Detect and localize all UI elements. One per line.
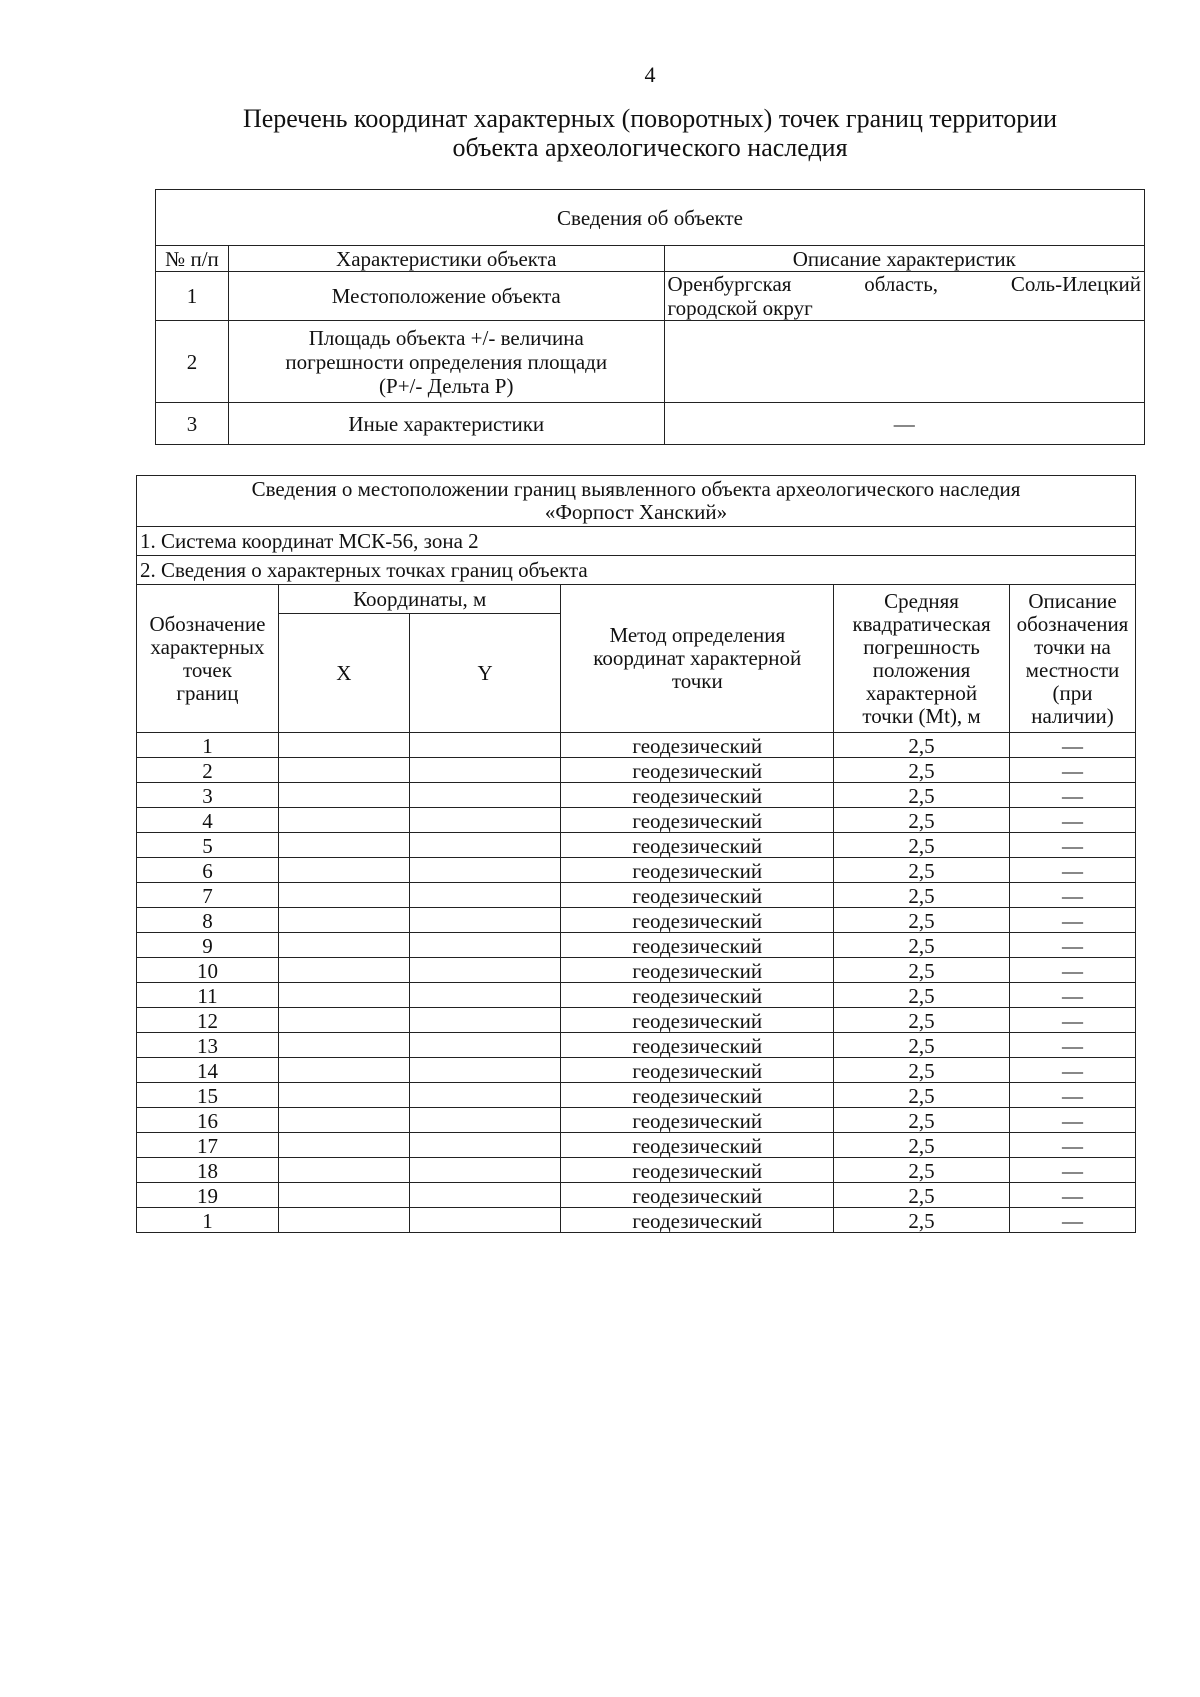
method: геодезический xyxy=(561,783,834,808)
coord-x xyxy=(278,1058,409,1083)
location-description: — xyxy=(1009,833,1135,858)
coord-y xyxy=(409,1058,561,1083)
column-header-point xyxy=(137,585,279,733)
location-description: — xyxy=(1009,1033,1135,1058)
document-title-line-2: объекта археологического наследия xyxy=(452,133,848,162)
characteristic-line-2: погрешности определения площади xyxy=(285,349,608,374)
location-description: — xyxy=(1009,983,1135,1008)
method: геодезический xyxy=(561,1083,834,1108)
coord-y xyxy=(409,758,561,783)
error: 2,5 xyxy=(834,833,1010,858)
coord-y xyxy=(409,1158,561,1183)
method: геодезический xyxy=(561,733,834,758)
location-description: — xyxy=(1009,808,1135,833)
coord-y xyxy=(409,833,561,858)
boundary-point-row xyxy=(137,808,1136,833)
coord-x xyxy=(278,958,409,983)
header-line: координат характерной xyxy=(593,646,802,670)
coord-x xyxy=(278,1183,409,1208)
column-header-method xyxy=(561,585,834,733)
point-id: 11 xyxy=(137,983,279,1008)
location-description: — xyxy=(1009,958,1135,983)
header-line: характерных xyxy=(150,634,265,659)
coord-x xyxy=(278,1083,409,1108)
coord-x xyxy=(278,758,409,783)
boundary-point-row xyxy=(137,933,1136,958)
method: геодезический xyxy=(561,1058,834,1083)
row-number: 2 xyxy=(156,321,229,403)
boundary-point-row xyxy=(137,883,1136,908)
method: геодезический xyxy=(561,883,834,908)
coord-y xyxy=(409,983,561,1008)
coord-y xyxy=(409,958,561,983)
point-id: 8 xyxy=(137,908,279,933)
location-description: — xyxy=(1009,908,1135,933)
boundary-point-row xyxy=(137,783,1136,808)
point-id: 13 xyxy=(137,1033,279,1058)
header-line: Средняя xyxy=(884,588,959,613)
point-id: 1 xyxy=(137,1208,279,1233)
object-info-header: Сведения об объекте xyxy=(156,190,1145,246)
coord-x xyxy=(278,1133,409,1158)
error: 2,5 xyxy=(834,1158,1010,1183)
coordinate-system: 1. Система координат МСК-56, зона 2 xyxy=(137,527,1136,556)
header-line: наличии) xyxy=(1031,703,1114,728)
coord-x xyxy=(278,908,409,933)
page-number: 4 xyxy=(644,62,656,87)
coord-y xyxy=(409,1083,561,1108)
error: 2,5 xyxy=(834,1183,1010,1208)
error: 2,5 xyxy=(834,858,1010,883)
description-line-2: городской округ xyxy=(667,296,813,320)
coord-y xyxy=(409,1183,561,1208)
error: 2,5 xyxy=(834,908,1010,933)
header-line: точек xyxy=(182,657,232,682)
header-line: точки (Mt), м xyxy=(862,703,981,728)
boundary-point-row xyxy=(137,1108,1136,1133)
coord-x xyxy=(278,1208,409,1233)
error: 2,5 xyxy=(834,758,1010,783)
method: геодезический xyxy=(561,1033,834,1058)
boundary-info-header-line-2: «Форпост Ханский» xyxy=(544,500,728,524)
header-line: Обозначение xyxy=(149,611,266,636)
header-line: Метод определения xyxy=(609,623,786,647)
coord-y xyxy=(409,1208,561,1233)
column-header-x: X xyxy=(278,614,409,733)
error: 2,5 xyxy=(834,783,1010,808)
location-description: — xyxy=(1009,1133,1135,1158)
boundary-point-row xyxy=(137,733,1136,758)
coord-y xyxy=(409,1033,561,1058)
method: геодезический xyxy=(561,1208,834,1233)
row-number: 3 xyxy=(156,403,229,445)
coord-y xyxy=(409,933,561,958)
boundary-info-header-line-1: Сведения о местоположении границ выявленного объекта археологического наследия xyxy=(251,477,1021,501)
location-description: — xyxy=(1009,1083,1135,1108)
coord-x xyxy=(278,808,409,833)
location-description: — xyxy=(1009,783,1135,808)
coord-x xyxy=(278,783,409,808)
coord-y xyxy=(409,1108,561,1133)
coord-y xyxy=(409,733,561,758)
object-info-row xyxy=(156,403,1145,445)
error: 2,5 xyxy=(834,733,1010,758)
object-info-row xyxy=(156,272,1145,321)
column-header-coordinates: Координаты, м xyxy=(278,585,561,614)
coord-y xyxy=(409,858,561,883)
column-header-number: № п/п xyxy=(156,246,229,272)
boundary-point-row xyxy=(137,958,1136,983)
error: 2,5 xyxy=(834,883,1010,908)
point-id: 4 xyxy=(137,808,279,833)
error: 2,5 xyxy=(834,933,1010,958)
method: геодезический xyxy=(561,1008,834,1033)
point-id: 16 xyxy=(137,1108,279,1133)
method: геодезический xyxy=(561,933,834,958)
location-description: — xyxy=(1009,1158,1135,1183)
column-header-description: Описание характеристик xyxy=(664,246,1144,272)
boundary-point-row xyxy=(137,908,1136,933)
coord-x xyxy=(278,1158,409,1183)
characteristic-line-3: (P+/- Дельта P) xyxy=(379,373,514,398)
column-header-y: Y xyxy=(409,614,561,733)
characteristic-name: Иные характеристики xyxy=(228,403,664,445)
coord-x xyxy=(278,858,409,883)
boundary-point-row xyxy=(137,1208,1136,1233)
location-description: — xyxy=(1009,733,1135,758)
header-line: Описание xyxy=(1028,588,1117,613)
characteristic-description: — xyxy=(664,403,1144,445)
coord-y xyxy=(409,783,561,808)
method: геодезический xyxy=(561,958,834,983)
header-line: положения xyxy=(872,657,971,682)
point-id: 18 xyxy=(137,1158,279,1183)
error: 2,5 xyxy=(834,983,1010,1008)
point-id: 17 xyxy=(137,1133,279,1158)
characteristic-line-1: Площадь объекта +/- величина xyxy=(308,325,584,350)
location-description: — xyxy=(1009,1058,1135,1083)
object-info-row xyxy=(156,321,1145,403)
method: геодезический xyxy=(561,1158,834,1183)
coord-x xyxy=(278,733,409,758)
method: геодезический xyxy=(561,808,834,833)
characteristic-description xyxy=(664,272,1144,321)
location-description: — xyxy=(1009,1183,1135,1208)
header-line: местности xyxy=(1025,657,1120,682)
header-line: погрешность xyxy=(863,634,980,659)
boundary-point-row xyxy=(137,1008,1136,1033)
coord-x xyxy=(278,1008,409,1033)
location-description: — xyxy=(1009,1208,1135,1233)
coord-x xyxy=(278,1033,409,1058)
coord-x xyxy=(278,833,409,858)
boundary-points-body xyxy=(137,733,1136,1233)
method: геодезический xyxy=(561,908,834,933)
location-description: — xyxy=(1009,1008,1135,1033)
method: геодезический xyxy=(561,1133,834,1158)
error: 2,5 xyxy=(834,1108,1010,1133)
boundary-point-row xyxy=(137,983,1136,1008)
coord-y xyxy=(409,883,561,908)
error: 2,5 xyxy=(834,1208,1010,1233)
boundary-point-row xyxy=(137,1183,1136,1208)
characteristic-description xyxy=(664,321,1144,403)
column-header-location xyxy=(1009,585,1135,733)
description-line-1: Оренбургская область, Соль-Илецкий xyxy=(667,272,1141,296)
boundary-point-row xyxy=(137,1033,1136,1058)
boundary-point-row xyxy=(137,1158,1136,1183)
header-line: характерной xyxy=(865,680,978,705)
method: геодезический xyxy=(561,758,834,783)
error: 2,5 xyxy=(834,1058,1010,1083)
column-header-characteristic: Характеристики объекта xyxy=(228,246,664,272)
location-description: — xyxy=(1009,758,1135,783)
points-section-title: 2. Сведения о характерных точках границ объекта xyxy=(137,556,1136,585)
header-line: точки на xyxy=(1034,634,1111,659)
header-line: (при xyxy=(1052,680,1093,705)
document-title xyxy=(0,104,1200,162)
error: 2,5 xyxy=(834,1008,1010,1033)
method: геодезический xyxy=(561,858,834,883)
point-id: 3 xyxy=(137,783,279,808)
header-line: точки xyxy=(671,669,723,693)
error: 2,5 xyxy=(834,1133,1010,1158)
coord-x xyxy=(278,1108,409,1133)
coord-y xyxy=(409,808,561,833)
characteristic-name xyxy=(228,321,664,403)
point-id: 12 xyxy=(137,1008,279,1033)
boundary-point-row xyxy=(137,1083,1136,1108)
error: 2,5 xyxy=(834,958,1010,983)
location-description: — xyxy=(1009,883,1135,908)
method: геодезический xyxy=(561,983,834,1008)
boundary-point-row xyxy=(137,833,1136,858)
point-id: 14 xyxy=(137,1058,279,1083)
header-line: квадратическая xyxy=(852,611,991,636)
coord-y xyxy=(409,908,561,933)
error: 2,5 xyxy=(834,1033,1010,1058)
method: геодезический xyxy=(561,1183,834,1208)
boundary-point-row xyxy=(137,1133,1136,1158)
object-info-table xyxy=(155,189,1145,445)
coord-x xyxy=(278,983,409,1008)
boundary-point-row xyxy=(137,758,1136,783)
point-id: 5 xyxy=(137,833,279,858)
coord-x xyxy=(278,933,409,958)
coord-y xyxy=(409,1133,561,1158)
row-number: 1 xyxy=(156,272,229,321)
location-description: — xyxy=(1009,933,1135,958)
method: геодезический xyxy=(561,833,834,858)
point-id: 9 xyxy=(137,933,279,958)
point-id: 6 xyxy=(137,858,279,883)
location-description: — xyxy=(1009,1108,1135,1133)
coord-y xyxy=(409,1008,561,1033)
point-id: 15 xyxy=(137,1083,279,1108)
error: 2,5 xyxy=(834,1083,1010,1108)
point-id: 2 xyxy=(137,758,279,783)
point-id: 1 xyxy=(137,733,279,758)
boundary-points-table xyxy=(136,475,1136,1233)
point-id: 7 xyxy=(137,883,279,908)
error: 2,5 xyxy=(834,808,1010,833)
header-line: границ xyxy=(176,680,239,705)
characteristic-name: Местоположение объекта xyxy=(228,272,664,321)
boundary-point-row xyxy=(137,858,1136,883)
header-line: обозначения xyxy=(1016,611,1129,636)
location-description: — xyxy=(1009,858,1135,883)
method: геодезический xyxy=(561,1108,834,1133)
column-header-error xyxy=(834,585,1010,733)
boundary-info-header xyxy=(137,476,1136,527)
point-id: 19 xyxy=(137,1183,279,1208)
boundary-point-row xyxy=(137,1058,1136,1083)
document-title-line-1: Перечень координат характерных (поворотных) точек границ территории xyxy=(242,104,1058,133)
point-id: 10 xyxy=(137,958,279,983)
coord-x xyxy=(278,883,409,908)
